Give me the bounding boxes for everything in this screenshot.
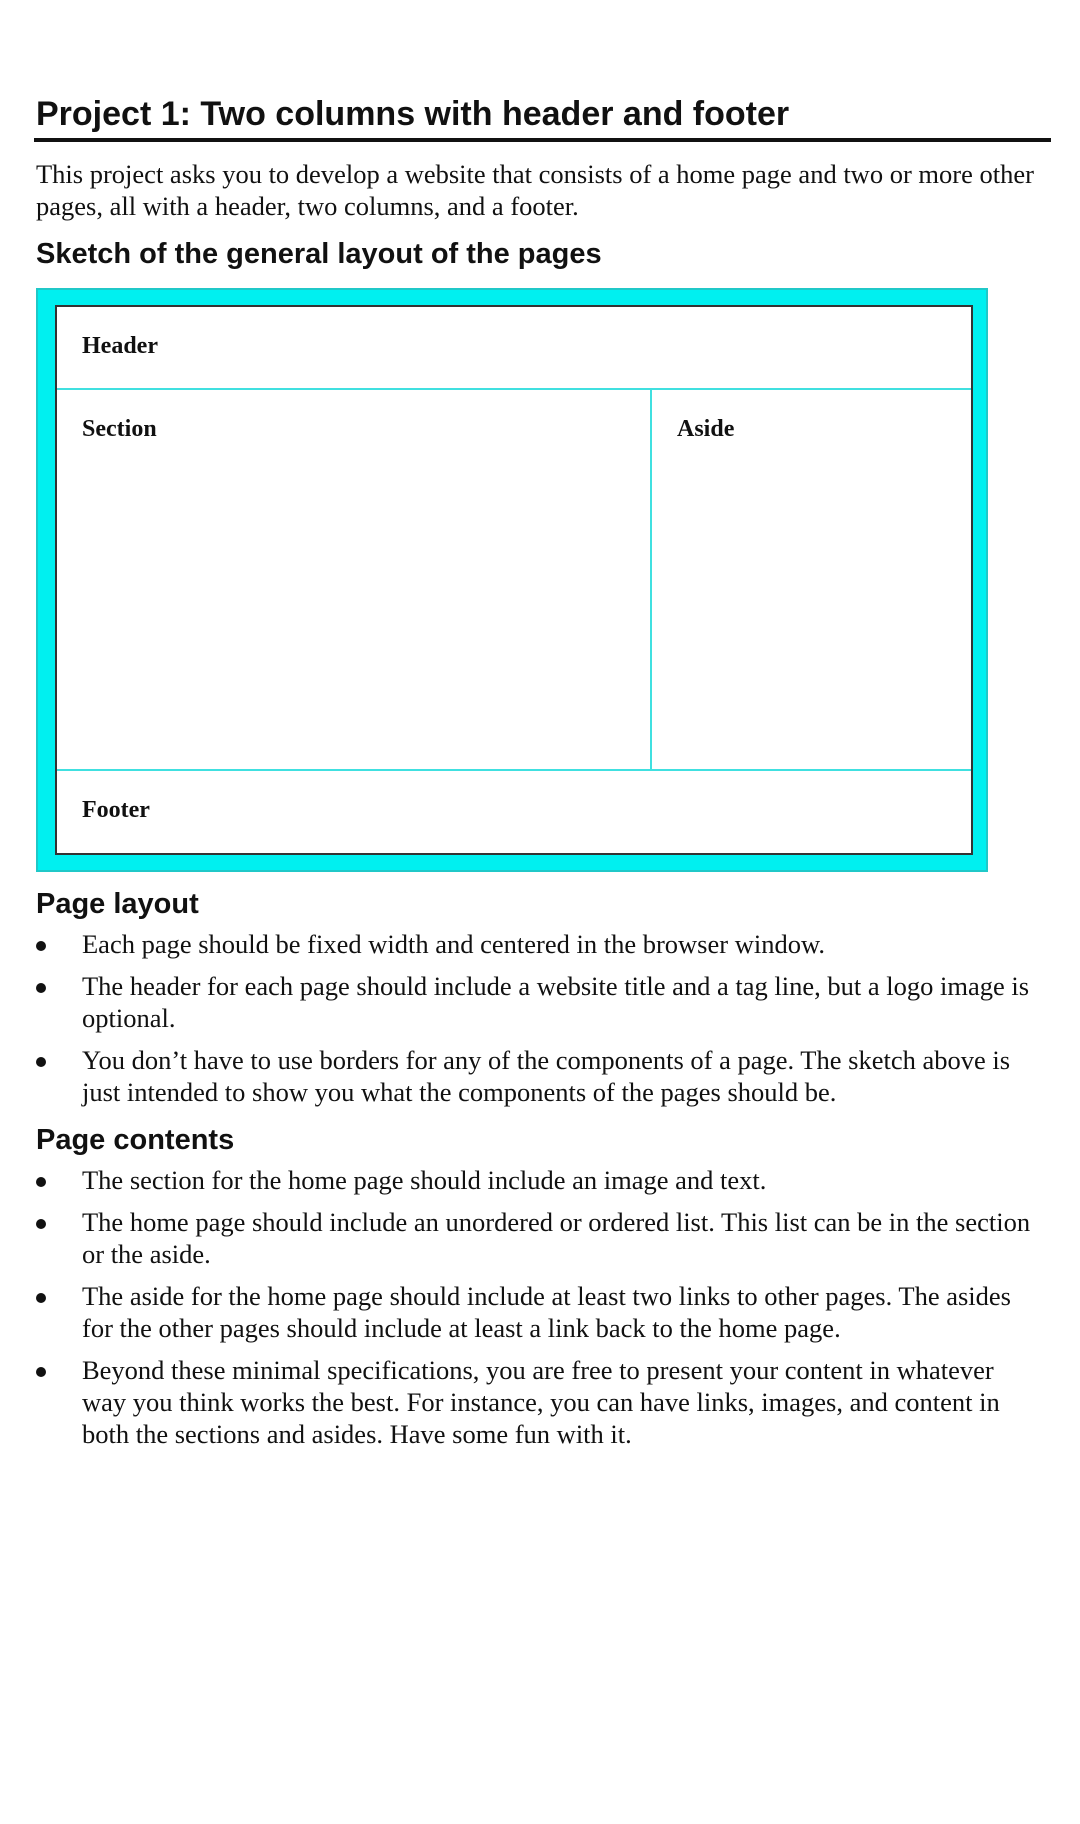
page-title: Project 1: Two columns with header and footer: [34, 92, 1051, 142]
list-item-text: The home page should include an unordered or ordered list. This list can be in the section or the aside.: [82, 1207, 1031, 1269]
sketch-aside-region: [652, 390, 971, 771]
list-item-text: You don’t have to use borders for any of the components of a page. The sketch above is just intended to show you what the components of the pages should be.: [82, 1045, 1011, 1107]
sketch-footer-label: Footer: [82, 797, 150, 823]
list-item: [36, 1354, 1036, 1450]
document-page: [36, 92, 1051, 1460]
list-item: [36, 1280, 1036, 1344]
list-item-text: The section for the home page should include an image and text.: [82, 1165, 767, 1195]
list-item: [36, 970, 1036, 1034]
bullet-icon: [36, 941, 46, 951]
list-item-text: Each page should be fixed width and centered in the browser window.: [82, 929, 825, 959]
list-item-text: Beyond these minimal specifications, you are free to present your content in whatever way you think works the best. For instance, you can have links, images, and content in both the sections and asides. Have some fun with it.: [82, 1355, 1000, 1449]
bullet-icon: [36, 1219, 46, 1229]
page-contents-heading: Page contents: [36, 1124, 235, 1156]
list-item-text: The header for each page should include a website title and a tag line, but a logo image is optional.: [82, 971, 1030, 1033]
bullet-icon: [36, 1293, 46, 1303]
list-item: [36, 1164, 1036, 1196]
sketch-section-label: Section: [82, 416, 157, 442]
sketch-aside-label: Aside: [677, 416, 735, 442]
sketch-header-region: [57, 307, 971, 390]
page-layout-list: [36, 928, 1051, 1108]
intro-paragraph: This project asks you to develop a website that consists of a home page and two or more other pages, all with a header, two columns, and a footer.: [36, 159, 1034, 221]
bullet-icon: [36, 1367, 46, 1377]
page-layout-heading: Page layout: [36, 888, 199, 920]
sketch-page-frame: [55, 305, 973, 855]
bullet-icon: [36, 983, 46, 993]
list-item: [36, 1206, 1036, 1270]
sketch-footer-region: [57, 771, 971, 853]
list-item: [36, 1044, 1036, 1108]
sketch-header-label: Header: [82, 333, 158, 359]
list-item-text: The aside for the home page should include at least two links to other pages. The asides for the other pages should include at least a link back to the home page.: [82, 1281, 1011, 1343]
layout-sketch: [36, 288, 988, 872]
page-contents-list: [36, 1164, 1051, 1450]
list-item: [36, 928, 1036, 960]
sketch-heading: Sketch of the general layout of the pages: [36, 238, 602, 270]
bullet-icon: [36, 1057, 46, 1067]
sketch-section-region: [57, 390, 652, 771]
bullet-icon: [36, 1177, 46, 1187]
